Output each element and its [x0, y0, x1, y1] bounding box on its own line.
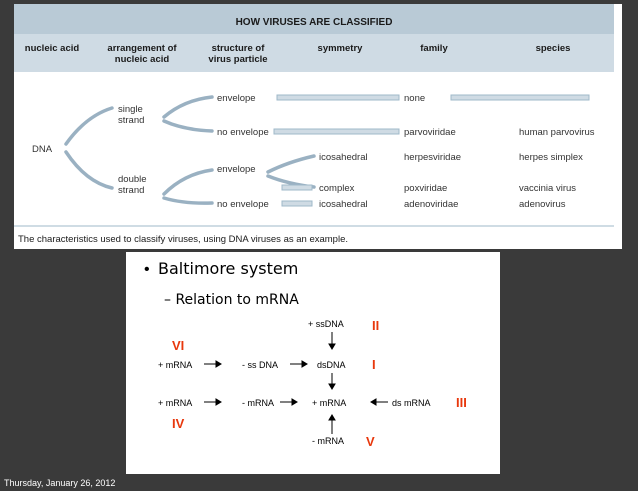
label-dsdna: dsDNA [317, 360, 346, 370]
baltimore-arrows [204, 332, 388, 434]
node-complex: complex [319, 183, 355, 194]
slide-title: Baltimore system [158, 259, 299, 278]
col-family: family [420, 43, 448, 54]
bar-icosahedral-b [282, 201, 312, 206]
species-vaccinia-virus: vaccinia virus [519, 183, 577, 194]
arrow-dsdna-down-head [329, 384, 335, 389]
numeral-i: I [372, 357, 376, 372]
label-minus-mrna-left: - mRNA [242, 398, 274, 408]
arrow-ssdna-right-head [302, 361, 307, 367]
col-structure-line1: structure of [211, 43, 265, 54]
label-plus-mrna-center: + mRNA [312, 398, 347, 408]
bar-complex [282, 185, 312, 190]
species-adenovirus: adenovirus [519, 199, 566, 210]
node-double-line1: double [118, 174, 147, 185]
species-human-parvovirus: human parvovirus [519, 127, 595, 138]
col-arrangement-line2: nucleic acid [114, 54, 170, 65]
col-species: species [535, 43, 571, 54]
tree-branches [66, 97, 314, 203]
label-plus-mrna-top: + mRNA [158, 360, 193, 370]
col-nucleic-acid: nucleic acid [24, 43, 80, 54]
arrow-mrna-right-1-head [216, 361, 221, 367]
label-plus-ssdna: + ssDNA [308, 319, 344, 329]
label-plus-mrna-left: + mRNA [158, 398, 193, 408]
bar-noenvelope-parvo [274, 129, 399, 134]
numeral-v: V [366, 434, 375, 449]
node-icosahedral-a: icosahedral [319, 152, 368, 163]
branch-single-envelope [164, 97, 212, 117]
label-minus-mrna-bottom: - mRNA [312, 436, 344, 446]
numeral-vi: VI [172, 338, 185, 353]
node-no-envelope-b: no envelope [217, 199, 269, 210]
branch-dna-double [66, 152, 112, 188]
numeral-iii: III [456, 395, 467, 410]
virus-classification-table [14, 4, 622, 249]
label-ds-mrna: ds mRNA [392, 398, 431, 408]
node-envelope-b: envelope [217, 164, 256, 175]
arrow-ssdna-down-head [329, 344, 335, 349]
bar-none-species [451, 95, 589, 100]
col-structure-line2: virus particle [208, 54, 268, 65]
baltimore-slide [126, 252, 500, 474]
node-single-line2: strand [118, 115, 145, 126]
slide-date: Thursday, January 26, 2012 [4, 478, 116, 488]
numeral-ii: II [372, 318, 380, 333]
branch-double-envelope [164, 170, 212, 194]
species-herpes-simplex: herpes simplex [519, 152, 583, 163]
branch-single-noenvelope [164, 121, 212, 131]
branch-dna-single [66, 108, 112, 144]
col-arrangement-line1: arrangement of [107, 43, 177, 54]
arrow-bottom-up-head [329, 415, 335, 420]
baltimore-numerals [172, 318, 467, 449]
table-title: HOW VIRUSES ARE CLASSIFIED [235, 17, 393, 28]
node-no-envelope-a: no envelope [217, 127, 269, 138]
family-adenoviridae: adenoviridae [404, 199, 459, 210]
baltimore-diagram [158, 319, 431, 446]
header-row [14, 34, 614, 72]
slide-bullet: • [144, 261, 150, 278]
branch-envelope-icosahedral [268, 156, 314, 172]
branch-double-noenvelope [164, 198, 212, 203]
node-icosahedral-b: icosahedral [319, 199, 368, 210]
family-poxviridae: poxviridae [404, 183, 448, 194]
slide-subtitle: – Relation to mRNA [164, 292, 299, 308]
node-single-line1: single [118, 104, 143, 115]
node-double-line2: strand [118, 185, 145, 196]
arrow-dsmrna-left-head [371, 399, 376, 405]
node-envelope-a: envelope [217, 93, 256, 104]
arrow-mrna-right-2-head [216, 399, 221, 405]
family-parvoviridae: parvoviridae [404, 127, 456, 138]
figure-caption: The characteristics used to classify viruses, using DNA viruses as an example. [18, 234, 348, 245]
bar-envelope-none [277, 95, 399, 100]
family-none: none [404, 93, 426, 104]
col-symmetry: symmetry [317, 43, 363, 54]
family-herpesviridae: herpesviridae [404, 152, 462, 163]
numeral-iv: IV [172, 416, 185, 431]
node-dna: DNA [32, 144, 53, 155]
arrow-minus-mrna-right-head [292, 399, 297, 405]
label-minus-ssdna: - ss DNA [242, 360, 278, 370]
